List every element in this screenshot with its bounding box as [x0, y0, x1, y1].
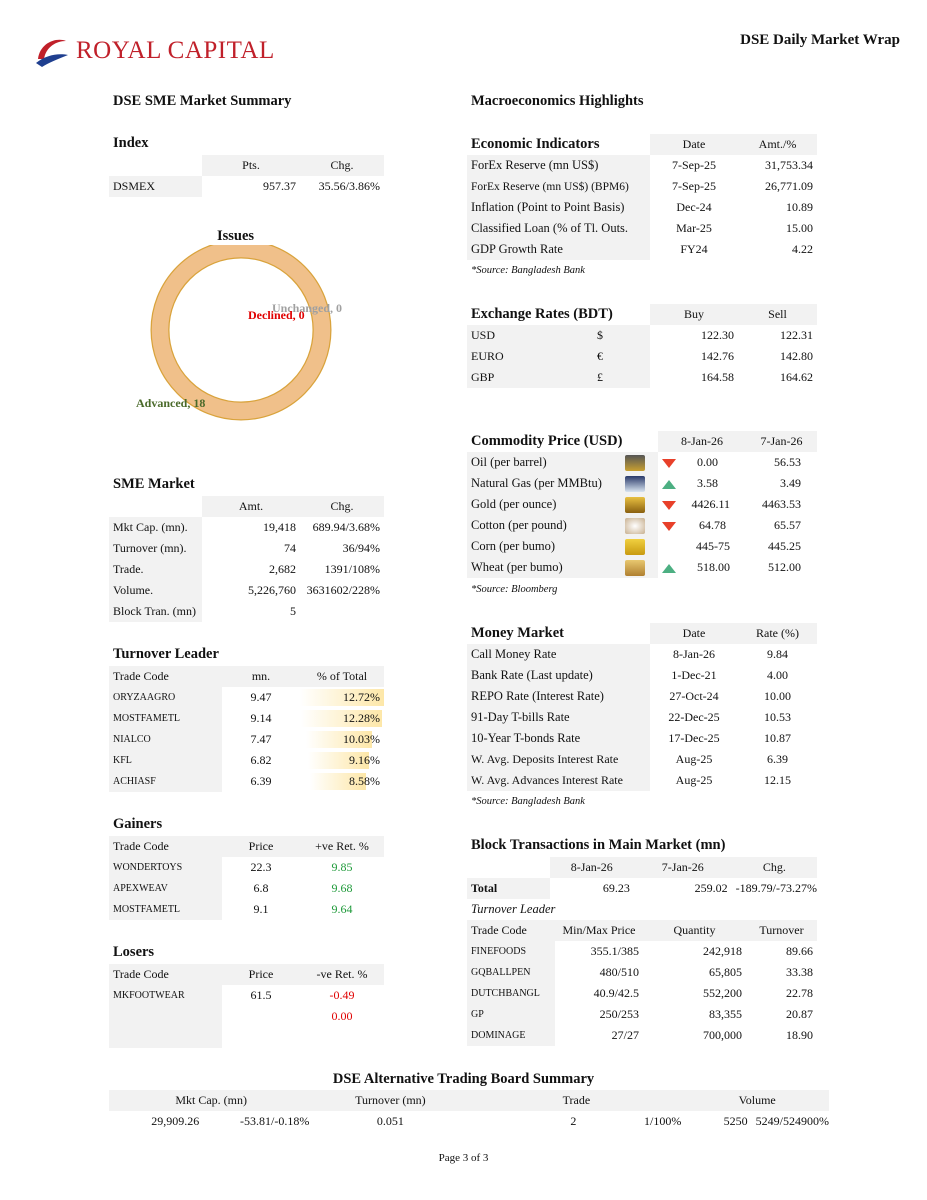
economic-indicators-title: Economic Indicators: [471, 136, 600, 152]
sme-row-amt: 5,226,760: [248, 583, 296, 597]
sme-row-amt: 5: [290, 604, 296, 618]
mm-label: Call Money Rate: [467, 644, 650, 665]
gold-icon: [625, 497, 645, 513]
exchange-rates-title: Exchange Rates (BDT): [471, 306, 613, 322]
table-row: [467, 707, 817, 728]
econ-label: Classified Loan (% of Tl. Outs.: [467, 218, 650, 239]
fx-buy: 142.76: [701, 349, 734, 363]
sme-row-amt: 19,418: [263, 520, 296, 534]
loser-code: MKFOOTWEAR: [109, 985, 222, 1006]
gainer-ret: 9.64: [331, 902, 353, 916]
econ-label: Inflation (Point to Point Basis): [467, 197, 650, 218]
macro-title: Macroeconomics Highlights: [471, 93, 644, 109]
block-total-today: 69.23: [602, 881, 630, 895]
fx-currency: USD: [471, 328, 496, 342]
gainers-header-code: Trade Code: [109, 836, 222, 857]
exchange-rates-table: [467, 304, 817, 388]
block-total-prev: 259.02: [694, 881, 728, 895]
bl-turnover: 22.78: [786, 986, 813, 1000]
tl-pct: 12.28%: [343, 711, 380, 725]
sme-row-chg: 689.94/3.68%: [312, 520, 380, 534]
atb-trade-chg: 1/100%: [644, 1114, 682, 1128]
fx-symbol: $: [597, 328, 603, 342]
econ-amt: 10.89: [786, 200, 813, 214]
commodity-today: 3.58: [697, 476, 718, 490]
wheat-icon: [625, 560, 645, 576]
gainer-price: 6.8: [253, 881, 269, 895]
table-row: [467, 749, 817, 770]
bl-qty: 700,000: [703, 1028, 742, 1042]
sme-header-chg: Chg.: [300, 496, 384, 517]
block-total-table: [467, 857, 817, 899]
tl-pct: 12.72%: [343, 690, 380, 704]
mm-label: W. Avg. Deposits Interest Rate: [467, 749, 650, 770]
table-row: [109, 580, 384, 601]
commodity-today: 0.00: [697, 455, 718, 469]
losers-header-ret: -ve Ret. %: [300, 964, 384, 985]
commodity-prev: 3.49: [780, 476, 801, 490]
fx-buy: 122.30: [701, 328, 734, 342]
table-row: [467, 983, 817, 1004]
bl-price: 27/27: [611, 1028, 639, 1042]
sme-market-title: SME Market: [113, 476, 195, 492]
table-row: [467, 686, 817, 707]
bl-code: GP: [467, 1004, 555, 1025]
cotton-icon: [625, 518, 645, 534]
sme-row-label: Trade.: [109, 559, 202, 580]
block-header-prev: 7-Jan-26: [634, 857, 732, 878]
royal-capital-logo-icon: [32, 33, 70, 69]
bl-header-qty: Quantity: [643, 920, 746, 941]
table-row: [467, 878, 817, 899]
atb-mktcap: 29,909.26: [151, 1114, 200, 1128]
bl-code: DOMINAGE: [467, 1025, 555, 1046]
table-row: [109, 729, 384, 750]
losers-title: Losers: [113, 944, 155, 960]
gainer-price: 9.1: [253, 902, 269, 916]
sme-row-label: Mkt Cap. (mn).: [109, 517, 202, 538]
commodity-prev: 445.25: [768, 539, 801, 553]
atb-table: [109, 1090, 829, 1132]
oil-icon: [625, 455, 645, 471]
table-row: [109, 771, 384, 792]
tl-code: NIALCO: [109, 729, 222, 750]
bl-turnover: 18.90: [786, 1028, 813, 1042]
bl-qty: 83,355: [709, 1007, 742, 1021]
mm-label: Bank Rate (Last update): [467, 665, 650, 686]
table-row: [467, 962, 817, 983]
sme-row-label: Turnover (mn).: [109, 538, 202, 559]
mm-date: Aug-25: [675, 752, 713, 766]
mm-date: 1-Dec-21: [671, 668, 717, 682]
economic-indicators-table: [467, 134, 817, 260]
table-row: [109, 708, 384, 729]
corn-icon: [625, 539, 645, 555]
sme-row-amt: 74: [284, 541, 296, 555]
trend-down-icon: [662, 459, 676, 468]
gainer-ret: 9.68: [331, 881, 353, 895]
table-row: [467, 728, 817, 749]
mm-date: 22-Dec-25: [668, 710, 720, 724]
mm-rate: 10.87: [764, 731, 791, 745]
sme-row-label: Block Tran. (mn): [109, 601, 202, 622]
sme-row-amt: 2,682: [269, 562, 296, 576]
table-row: [467, 473, 817, 494]
trend-down-icon: [662, 522, 676, 531]
gainer-ret: 9.85: [331, 860, 353, 874]
econ-amt: 4.22: [792, 242, 813, 256]
table-row: [467, 155, 817, 176]
fx-sell: 142.80: [780, 349, 813, 363]
commodity-prev: 4463.53: [762, 497, 801, 511]
money-market-table: [467, 623, 817, 791]
block-header-chg: Chg.: [732, 857, 817, 878]
commodity-title: Commodity Price (USD): [471, 433, 623, 449]
index-chg: 35.56/3.86%: [318, 179, 380, 193]
losers-header-code: Trade Code: [109, 964, 222, 985]
bl-turnover: 89.66: [786, 944, 813, 958]
index-header-chg: Chg.: [300, 155, 384, 176]
bl-price: 480/510: [599, 965, 639, 979]
document-title: DSE Daily Market Wrap: [740, 32, 900, 48]
block-title: Block Transactions in Main Market (mn): [471, 837, 726, 853]
tl-mn: 9.14: [250, 711, 272, 725]
fx-buy: 164.58: [701, 370, 734, 384]
commodity-label: Gold (per ounce): [467, 494, 625, 515]
table-row: [467, 770, 817, 791]
commodity-prev: 56.53: [774, 455, 801, 469]
tl-pct: 9.16%: [349, 753, 380, 767]
fx-sell: 164.62: [780, 370, 813, 384]
atb-trade: 2: [570, 1114, 577, 1128]
fx-currency: EURO: [471, 349, 504, 363]
table-row: [467, 452, 817, 473]
loser-code: [109, 1006, 222, 1048]
bl-price: 40.9/42.5: [593, 986, 639, 1000]
mm-rate: 9.84: [767, 647, 788, 661]
table-row: [467, 1025, 817, 1046]
tl-pct-cell: [300, 687, 384, 708]
table-row: [467, 536, 817, 557]
table-row: [109, 1006, 384, 1048]
atb-volume-chg: 5249/524900%: [755, 1114, 829, 1128]
econ-date: Mar-25: [676, 221, 712, 235]
donut-slice-advanced-fill: [160, 249, 322, 411]
bl-code: FINEFOODS: [467, 941, 555, 962]
tl-mn: 9.47: [250, 690, 272, 704]
index-title: Index: [113, 135, 149, 151]
issues-label-unchanged: Unchanged, 0: [272, 301, 343, 315]
econ-label: ForEx Reserve (mn US$): [467, 155, 650, 176]
turnover-leader-table: [109, 666, 384, 792]
commodity-label: Oil (per barrel): [467, 452, 625, 473]
gainer-code: MOSTFAMETL: [109, 899, 222, 920]
commodity-source: *Source: Bloomberg: [471, 584, 558, 595]
gainers-header-price: Price: [222, 836, 300, 857]
table-row: [467, 218, 817, 239]
losers-header-price: Price: [222, 964, 300, 985]
mm-date: 8-Jan-26: [673, 647, 715, 661]
atb-volume: 5250: [723, 1114, 748, 1128]
bl-price: 355.1/385: [590, 944, 639, 958]
mm-date: 17-Dec-25: [668, 731, 720, 745]
table-row: [467, 494, 817, 515]
table-row: [109, 601, 384, 622]
gas-icon: [625, 476, 645, 492]
mm-rate: 10.53: [764, 710, 791, 724]
commodity-header-today: 8-Jan-26: [658, 431, 746, 452]
index-pts: 957.37: [263, 179, 296, 193]
mm-rate: 4.00: [767, 668, 788, 682]
table-row: [109, 559, 384, 580]
tl-pct-cell: [300, 771, 384, 792]
commodity-label: Cotton (per pound): [467, 515, 625, 536]
atb-mktcap-chg: -53.81/-0.18%: [240, 1114, 310, 1128]
econ-label: GDP Growth Rate: [467, 239, 650, 260]
fx-currency: GBP: [471, 370, 495, 384]
sme-row-chg: 3631602/228%: [306, 583, 380, 597]
sme-row-label: Volume.: [109, 580, 202, 601]
mm-label: 91-Day T-bills Rate: [467, 707, 650, 728]
brand-logo: [32, 33, 275, 69]
tl-pct-cell: [300, 750, 384, 771]
table-row: [109, 857, 384, 878]
tl-header-mn: mn.: [222, 666, 300, 687]
mm-rate: 6.39: [767, 752, 788, 766]
mm-rate: 10.00: [764, 689, 791, 703]
gainer-code: WONDERTOYS: [109, 857, 222, 878]
tl-mn: 7.47: [250, 732, 272, 746]
fx-header-sell: Sell: [738, 304, 817, 325]
block-leader-table: [467, 920, 817, 1046]
commodity-table: [467, 431, 817, 578]
table-row: [467, 665, 817, 686]
issues-label-advanced: Advanced, 18: [136, 396, 206, 410]
table-row: [109, 985, 384, 1006]
atb-header-volume: Volume: [685, 1090, 829, 1111]
commodity-today: 518.00: [697, 560, 730, 574]
commodity-label: Natural Gas (per MMBtu): [467, 473, 625, 494]
table-row: [109, 687, 384, 708]
table-row: [109, 878, 384, 899]
mm-label: 10-Year T-bonds Rate: [467, 728, 650, 749]
table-row: [109, 899, 384, 920]
loser-price: [222, 1006, 300, 1048]
trend-down-icon: [662, 501, 676, 510]
mm-rate: 12.15: [764, 773, 791, 787]
table-row: [467, 515, 817, 536]
tl-code: MOSTFAMETL: [109, 708, 222, 729]
losers-table: [109, 964, 384, 1048]
loser-price: 61.5: [250, 988, 272, 1002]
trend-up-icon: [662, 564, 676, 573]
atb-header-mktcap: Mkt Cap. (mn): [109, 1090, 313, 1111]
turnover-leader-title: Turnover Leader: [113, 646, 219, 662]
atb-title: DSE Alternative Trading Board Summary: [332, 1071, 595, 1087]
econ-amt: 15.00: [786, 221, 813, 235]
bl-qty: 242,918: [703, 944, 742, 958]
commodity-today: 4426.11: [691, 497, 730, 511]
bl-code: DUTCHBANGL: [467, 983, 555, 1004]
atb-header-trade: Trade: [467, 1090, 685, 1111]
page-number: Page 3 of 3: [438, 1152, 489, 1164]
bl-turnover: 20.87: [786, 1007, 813, 1021]
table-row: [467, 346, 817, 367]
tl-header-code: Trade Code: [109, 666, 222, 687]
bl-code: GQBALLPEN: [467, 962, 555, 983]
gainers-title: Gainers: [113, 816, 163, 832]
sme-row-chg: [300, 601, 384, 622]
gainer-price: 22.3: [250, 860, 272, 874]
table-row: [467, 239, 817, 260]
econ-amt: 31,753.34: [765, 158, 813, 172]
table-row: [467, 1004, 817, 1025]
econ-date: Dec-24: [676, 200, 712, 214]
atb-header-turnover: Turnover (mn): [313, 1090, 467, 1111]
table-row: [467, 644, 817, 665]
fx-header-buy: Buy: [650, 304, 738, 325]
mm-header-date: Date: [650, 623, 738, 644]
table-row: [467, 367, 817, 388]
econ-date: 7-Sep-25: [672, 179, 716, 193]
sme-row-chg: 1391/108%: [324, 562, 380, 576]
index-table: [109, 155, 384, 197]
econ-header-date: Date: [650, 134, 738, 155]
bl-header-turnover: Turnover: [746, 920, 817, 941]
tl-pct: 10.03%: [343, 732, 380, 746]
fx-symbol: €: [597, 349, 603, 363]
commodity-label: Corn (per bumo): [467, 536, 625, 557]
mm-label: W. Avg. Advances Interest Rate: [467, 770, 650, 791]
tl-code: KFL: [109, 750, 222, 771]
trend-up-icon: [662, 480, 676, 489]
block-header-today: 8-Jan-26: [550, 857, 634, 878]
index-header-pts: Pts.: [202, 155, 300, 176]
table-row: [467, 325, 817, 346]
loser-ret: 0.00: [331, 1009, 353, 1023]
sme-market-table: [109, 496, 384, 622]
table-row: [109, 1111, 829, 1132]
mm-date: Aug-25: [675, 773, 713, 787]
econ-date: FY24: [680, 242, 708, 256]
table-row: [109, 538, 384, 559]
tl-mn: 6.82: [250, 753, 272, 767]
sme-header-amt: Amt.: [202, 496, 300, 517]
fx-sell: 122.31: [780, 328, 813, 342]
table-row: [467, 197, 817, 218]
bl-price: 250/253: [599, 1007, 639, 1021]
loser-ret: -0.49: [329, 988, 355, 1002]
fx-symbol: £: [597, 370, 603, 384]
bl-header-price: Min/Max Price: [555, 920, 643, 941]
econ-header-amt: Amt./%: [738, 134, 817, 155]
mm-date: 27-Oct-24: [669, 689, 719, 703]
index-name: DSMEX: [109, 176, 202, 197]
tl-pct: 8.58%: [349, 774, 380, 788]
block-leader-title: Turnover Leader: [471, 902, 556, 916]
table-row: [467, 557, 817, 578]
gainers-table: [109, 836, 384, 920]
sme-summary-title: DSE SME Market Summary: [113, 93, 292, 109]
block-total-label: Total: [467, 878, 550, 899]
commodity-prev: 512.00: [768, 560, 801, 574]
econ-amt: 26,771.09: [765, 179, 813, 193]
issues-chart-title: Issues: [217, 228, 255, 244]
money-market-title: Money Market: [471, 625, 565, 641]
brand-name: ROYAL CAPITAL: [76, 37, 275, 64]
tl-mn: 6.39: [250, 774, 272, 788]
econ-date: 7-Sep-25: [672, 158, 716, 172]
econ-source: *Source: Bangladesh Bank: [471, 265, 585, 276]
tl-header-pct: % of Total: [300, 666, 384, 687]
mm-header-rate: Rate (%): [738, 623, 817, 644]
bl-qty: 65,805: [709, 965, 742, 979]
table-row: [467, 941, 817, 962]
atb-turnover: 0.051: [376, 1114, 404, 1128]
commodity-header-prev: 7-Jan-26: [746, 431, 817, 452]
bl-qty: 552,200: [703, 986, 742, 1000]
commodity-prev: 65.57: [774, 518, 801, 532]
table-row: [109, 517, 384, 538]
table-row: [467, 176, 817, 197]
gainers-header-ret: +ve Ret. %: [300, 836, 384, 857]
mm-label: REPO Rate (Interest Rate): [467, 686, 650, 707]
econ-label: ForEx Reserve (mn US$) (BPM6): [467, 176, 650, 197]
commodity-label: Wheat (per bumo): [467, 557, 625, 578]
tl-pct-cell: [300, 708, 384, 729]
bl-turnover: 33.38: [786, 965, 813, 979]
issues-label-declined: Declined, 0: [248, 308, 305, 322]
tl-pct-cell: [300, 729, 384, 750]
sme-row-chg: 36/94%: [342, 541, 380, 555]
commodity-today: 64.78: [699, 518, 726, 532]
tl-code: ACHIASF: [109, 771, 222, 792]
commodity-today: 445-75: [696, 539, 730, 553]
block-total-chg: -189.79/-73.27%: [735, 881, 817, 895]
money-market-source: *Source: Bangladesh Bank: [471, 796, 585, 807]
gainer-code: APEXWEAV: [109, 878, 222, 899]
table-row: [109, 750, 384, 771]
bl-header-code: Trade Code: [467, 920, 555, 941]
tl-code: ORYZAAGRO: [109, 687, 222, 708]
